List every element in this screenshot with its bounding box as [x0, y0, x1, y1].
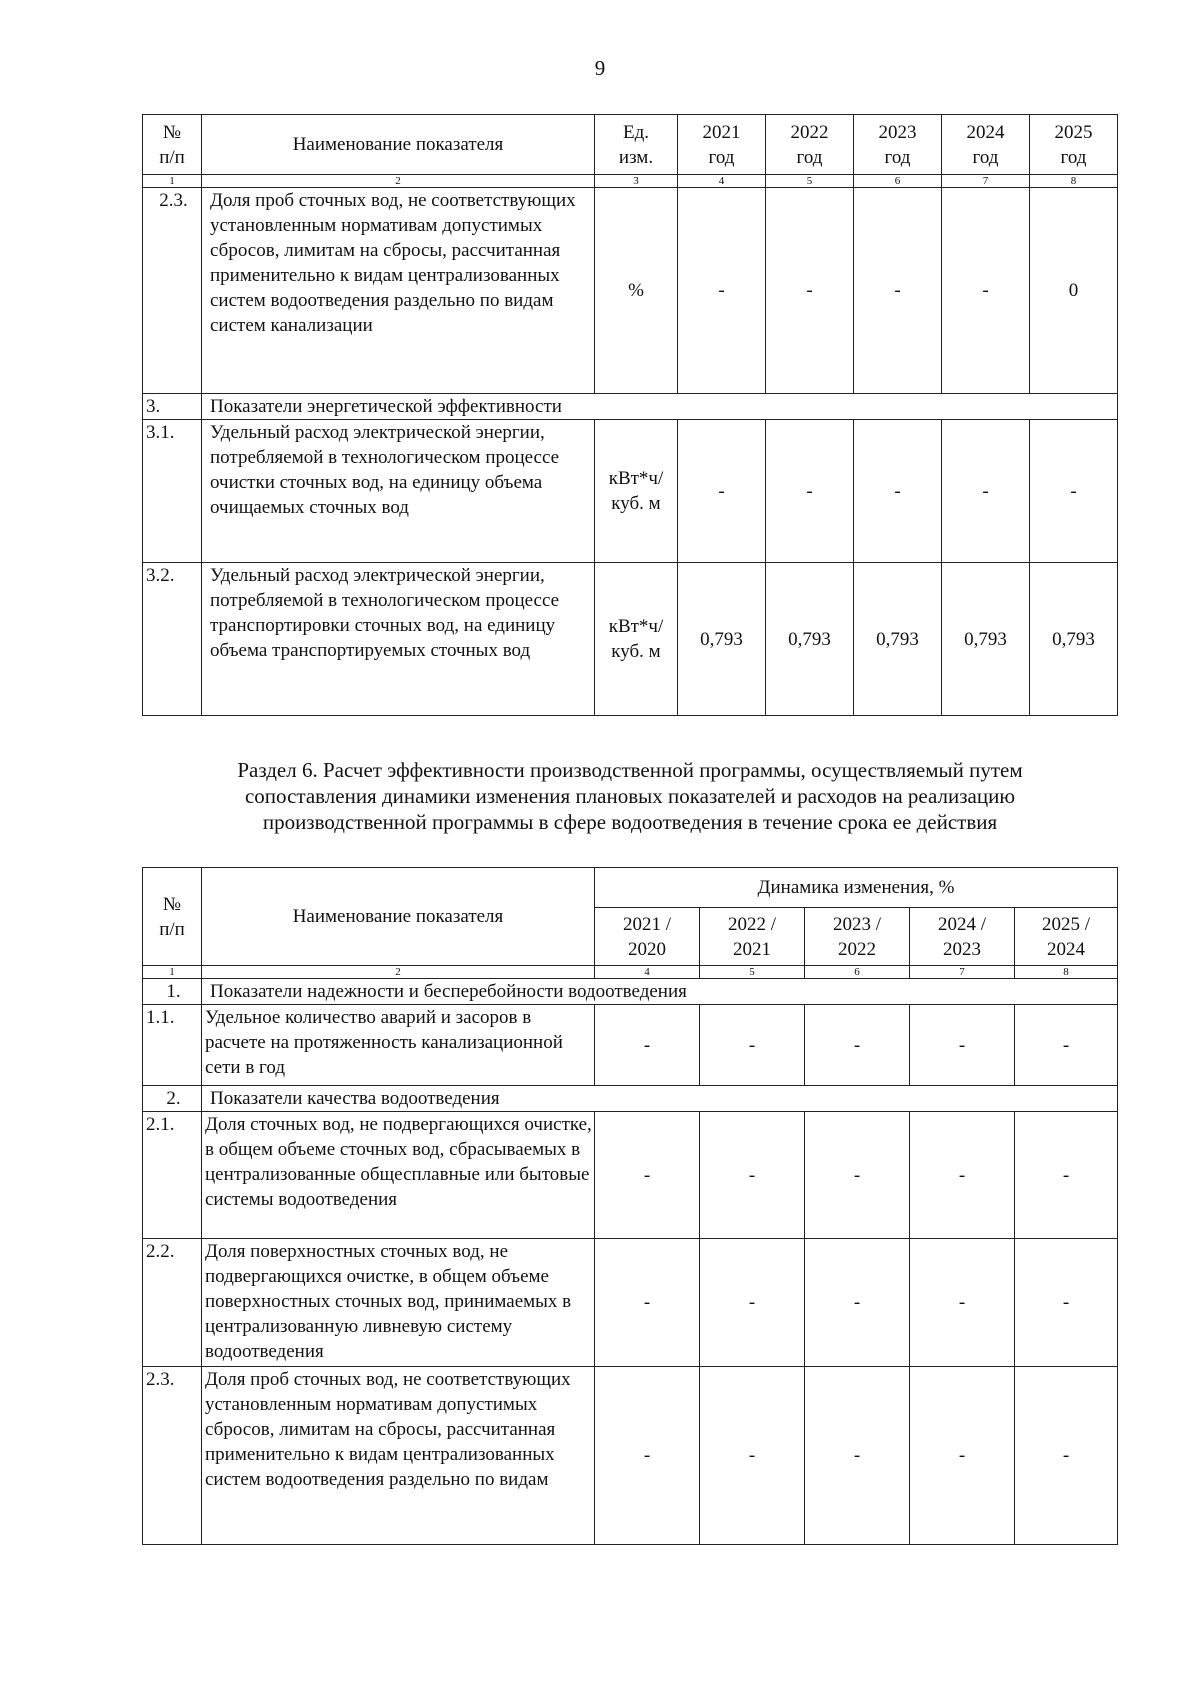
header-period-text: 2024 / 2023 — [937, 913, 987, 960]
section-row — [143, 394, 1118, 420]
row-value: - — [700, 1005, 805, 1086]
col-number: 4 — [678, 175, 766, 188]
col-number: 2 — [202, 175, 595, 188]
header-num-text: № п/п — [159, 893, 185, 940]
header-unit — [595, 115, 678, 175]
section-row — [143, 979, 1118, 1005]
header-period — [1015, 908, 1118, 966]
row-name: Удельный расход электрической энергии, потребляемой в технологическом процессе очистки сточных вод, на единицу объема очищаемых сточных вод — [202, 420, 595, 563]
caption-line: Раздел 6. Расчет эффективности производственной программы, осуществляемый путем — [237, 758, 1023, 782]
caption-line: сопоставления динамики изменения плановых показателей и расходов на реализацию — [244, 784, 1016, 808]
page-number: 9 — [594, 56, 606, 80]
row-num: 2.3. — [143, 188, 202, 394]
section-title: Показатели надежности и бесперебойности водоотведения — [202, 979, 1118, 1005]
row-value: - — [595, 1367, 700, 1545]
col-number: 5 — [766, 175, 854, 188]
header-name: Наименование показателя — [202, 868, 595, 966]
row-value: - — [595, 1005, 700, 1086]
header-period — [700, 908, 805, 966]
col-number: 1 — [143, 966, 202, 979]
header-num — [143, 115, 202, 175]
row-name: Доля сточных вод, не подвергающихся очистке, в общем объеме сточных вод, сбрасываемых в централизованные общесплавные или бытовые системы водоотведения — [202, 1112, 595, 1239]
row-num: 3.1. — [143, 420, 202, 563]
row-value: 0,793 — [678, 563, 766, 716]
header-year-text: 2022 год — [790, 121, 829, 168]
header-year-2024 — [942, 115, 1030, 175]
row-value: - — [1030, 420, 1118, 563]
header-unit-text: Ед. изм. — [618, 121, 654, 168]
row-value: - — [910, 1005, 1015, 1086]
row-value: - — [1015, 1005, 1118, 1086]
section-row — [143, 1086, 1118, 1112]
header-year-2023 — [854, 115, 942, 175]
header-period-text: 2022 / 2021 — [727, 913, 777, 960]
column-numbers-row — [143, 966, 1118, 979]
col-number: 8 — [1015, 966, 1118, 979]
col-number: 4 — [595, 966, 700, 979]
column-numbers-row — [143, 175, 1118, 188]
col-number: 8 — [1030, 175, 1118, 188]
header-year-2025 — [1030, 115, 1118, 175]
row-value: - — [766, 420, 854, 563]
row-name: Удельный расход электрической энергии, потребляемой в технологическом процессе транспортировки сточных вод, на единицу объема транспортируемых сточных вод — [202, 563, 595, 716]
row-value: - — [910, 1367, 1015, 1545]
row-value: - — [700, 1239, 805, 1367]
indicators-table — [142, 114, 1118, 716]
row-value: - — [942, 188, 1030, 394]
section-num: 1. — [143, 979, 202, 1005]
row-value: - — [678, 420, 766, 563]
header-year-text: 2024 год — [966, 121, 1005, 168]
row-value: - — [854, 420, 942, 563]
col-number: 7 — [942, 175, 1030, 188]
row-num: 2.3. — [143, 1367, 202, 1545]
row-unit — [595, 420, 678, 563]
row-value: - — [910, 1112, 1015, 1239]
table-header-row — [143, 868, 1118, 908]
row-unit — [595, 563, 678, 716]
row-value: 0 — [1030, 188, 1118, 394]
header-dynamics: Динамика изменения, % — [595, 868, 1118, 908]
section-num: 3. — [143, 394, 202, 420]
header-year-text: 2023 год — [878, 121, 917, 168]
table-row — [143, 420, 1118, 563]
row-value: 0,793 — [1030, 563, 1118, 716]
row-value: 0,793 — [766, 563, 854, 716]
table-row — [143, 1239, 1118, 1367]
table-row — [143, 188, 1118, 394]
header-num — [143, 868, 202, 966]
row-name: Доля поверхностных сточных вод, не подвергающихся очистке, в общем объеме поверхностных сточных вод, принимаемых в централизованную ливневую систему водоотведения — [202, 1239, 595, 1367]
row-name: Доля проб сточных вод, не соответствующих установленным нормативам допустимых сбросов, лимитам на сбросы, рассчитанная применительно к видам централизованных систем водоотведения раздельно по видам систем канализации — [202, 188, 595, 394]
row-value: - — [1015, 1367, 1118, 1545]
header-year-2022 — [766, 115, 854, 175]
row-value: - — [678, 188, 766, 394]
table-row — [143, 1112, 1118, 1239]
header-period — [910, 908, 1015, 966]
row-value: - — [595, 1112, 700, 1239]
row-num: 1.1. — [143, 1005, 202, 1086]
col-number: 6 — [805, 966, 910, 979]
header-period-text: 2023 / 2022 — [832, 913, 882, 960]
section-6-caption — [140, 757, 1120, 835]
row-num: 3.2. — [143, 563, 202, 716]
header-period-text: 2021 / 2020 — [622, 913, 672, 960]
row-value: - — [942, 420, 1030, 563]
row-value: - — [700, 1112, 805, 1239]
col-number: 1 — [143, 175, 202, 188]
row-value: - — [805, 1005, 910, 1086]
row-value: - — [595, 1239, 700, 1367]
col-number: 3 — [595, 175, 678, 188]
row-num: 2.1. — [143, 1112, 202, 1239]
row-unit-text: кВт*ч/ куб. м — [608, 616, 664, 662]
row-value: - — [1015, 1239, 1118, 1367]
header-name: Наименование показателя — [202, 115, 595, 175]
section-title: Показатели качества водоотведения — [202, 1086, 1118, 1112]
header-year-text: 2021 год — [702, 121, 741, 168]
header-year-text: 2025 год — [1054, 121, 1093, 168]
row-value: - — [766, 188, 854, 394]
table-row — [143, 1005, 1118, 1086]
header-year-2021 — [678, 115, 766, 175]
table-header-row — [143, 115, 1118, 175]
row-unit-text: кВт*ч/ куб. м — [608, 468, 664, 514]
efficiency-dynamics-table — [142, 867, 1118, 1545]
row-value: - — [805, 1239, 910, 1367]
row-value: - — [910, 1239, 1015, 1367]
row-unit: % — [595, 188, 678, 394]
row-value: 0,793 — [854, 563, 942, 716]
header-period — [805, 908, 910, 966]
row-name: Доля проб сточных вод, не соответствующих установленным нормативам допустимых сбросов, лимитам на сбросы, рассчитанная применительно к видам централизованных систем водоотведения раздельно по видам — [202, 1367, 595, 1545]
row-value: - — [854, 188, 942, 394]
header-period-text: 2025 / 2024 — [1042, 913, 1091, 960]
row-value: - — [700, 1367, 805, 1545]
row-value: - — [1015, 1112, 1118, 1239]
header-period — [595, 908, 700, 966]
header-num-text: № п/п — [159, 121, 185, 168]
col-number: 7 — [910, 966, 1015, 979]
col-number: 6 — [854, 175, 942, 188]
row-num: 2.2. — [143, 1239, 202, 1367]
caption-line: производственной программы в сфере водоотведения в течение срока ее действия — [262, 810, 998, 834]
row-name: Удельное количество аварий и засоров в расчете на протяженность канализационной сети в год — [202, 1005, 595, 1086]
row-value: 0,793 — [942, 563, 1030, 716]
section-num: 2. — [143, 1086, 202, 1112]
section-title: Показатели энергетической эффективности — [202, 394, 1118, 420]
row-value: - — [805, 1112, 910, 1239]
row-value: - — [805, 1367, 910, 1545]
table-row — [143, 563, 1118, 716]
table-row — [143, 1367, 1118, 1545]
col-number: 5 — [700, 966, 805, 979]
col-number: 2 — [202, 966, 595, 979]
